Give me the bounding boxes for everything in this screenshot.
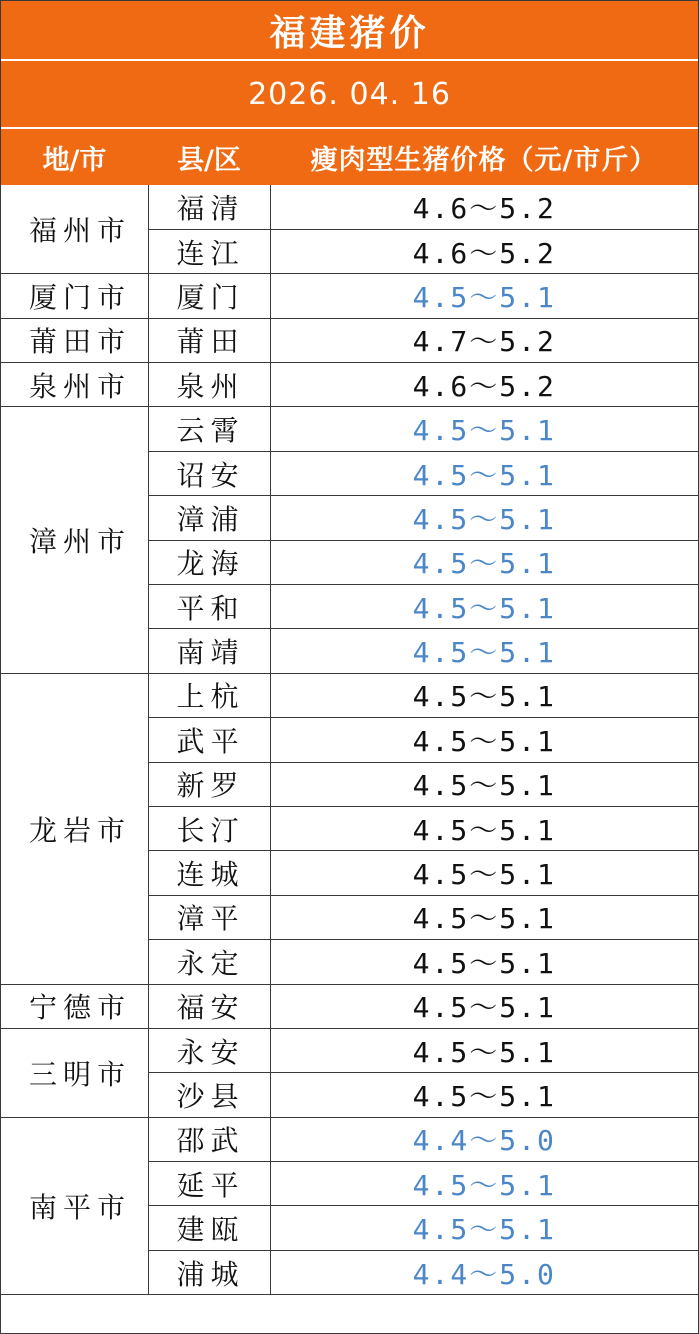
table-row xyxy=(1,1028,698,1072)
table-row xyxy=(1,1117,698,1161)
table-row xyxy=(1,407,698,451)
price-table-body xyxy=(1,185,698,1295)
county-cell: 连城 xyxy=(148,851,270,895)
county-cell: 上杭 xyxy=(148,673,270,717)
county-cell: 厦门 xyxy=(148,274,270,318)
column-header-city: 地/市 xyxy=(42,144,107,176)
city-cell: 莆田市 xyxy=(1,318,148,362)
county-cell: 连江 xyxy=(148,229,270,273)
price-cell: 4.4～5.0 xyxy=(270,1250,698,1294)
county-cell: 漳浦 xyxy=(148,496,270,540)
county-cell: 福安 xyxy=(148,984,270,1028)
county-cell: 沙县 xyxy=(148,1073,270,1117)
price-cell: 4.5～5.1 xyxy=(270,895,698,939)
price-cell: 4.5～5.1 xyxy=(270,1162,698,1206)
price-cell: 4.5～5.1 xyxy=(270,940,698,984)
table-row xyxy=(1,673,698,717)
price-cell: 4.5～5.1 xyxy=(270,407,698,451)
county-cell: 永定 xyxy=(148,940,270,984)
price-cell: 4.5～5.1 xyxy=(270,1073,698,1117)
city-cell: 泉州市 xyxy=(1,363,148,407)
price-cell: 4.5～5.1 xyxy=(270,629,698,673)
county-cell: 平和 xyxy=(148,585,270,629)
city-cell: 龙岩市 xyxy=(1,673,148,984)
column-header-price: 瘦肉型生猪价格（元/市斤） xyxy=(310,144,658,176)
price-cell: 4.6～5.2 xyxy=(270,185,698,229)
county-cell: 新罗 xyxy=(148,762,270,806)
table-row xyxy=(1,363,698,407)
county-cell: 长汀 xyxy=(148,806,270,850)
price-cell: 4.5～5.1 xyxy=(270,451,698,495)
city-cell: 三明市 xyxy=(1,1028,148,1117)
county-cell: 永安 xyxy=(148,1028,270,1072)
county-cell: 诏安 xyxy=(148,451,270,495)
table-row xyxy=(1,984,698,1028)
table-row xyxy=(1,274,698,318)
city-cell: 南平市 xyxy=(1,1117,148,1295)
county-cell: 龙海 xyxy=(148,540,270,584)
county-cell: 建瓯 xyxy=(148,1206,270,1250)
table-header xyxy=(1,129,698,185)
table-row xyxy=(1,318,698,362)
county-cell: 漳平 xyxy=(148,895,270,939)
price-cell: 4.5～5.1 xyxy=(270,718,698,762)
county-cell: 浦城 xyxy=(148,1250,270,1294)
county-cell: 南靖 xyxy=(148,629,270,673)
price-table xyxy=(1,185,698,1295)
price-cell: 4.5～5.1 xyxy=(270,984,698,1028)
price-cell: 4.6～5.2 xyxy=(270,363,698,407)
city-cell: 宁德市 xyxy=(1,984,148,1028)
county-cell: 福清 xyxy=(148,185,270,229)
price-cell: 4.5～5.1 xyxy=(270,540,698,584)
price-cell: 4.6～5.2 xyxy=(270,229,698,273)
column-header-county: 县/区 xyxy=(177,144,241,176)
county-cell: 延平 xyxy=(148,1162,270,1206)
county-cell: 莆田 xyxy=(148,318,270,362)
county-cell: 邵武 xyxy=(148,1117,270,1161)
city-cell: 漳州市 xyxy=(1,407,148,673)
price-cell: 4.5～5.1 xyxy=(270,851,698,895)
price-cell: 4.5～5.1 xyxy=(270,673,698,717)
price-cell: 4.5～5.1 xyxy=(270,274,698,318)
county-cell: 武平 xyxy=(148,718,270,762)
price-cell: 4.5～5.1 xyxy=(270,762,698,806)
price-cell: 4.4～5.0 xyxy=(270,1117,698,1161)
table-row xyxy=(1,185,698,229)
price-cell: 4.5～5.1 xyxy=(270,585,698,629)
city-cell: 厦门市 xyxy=(1,274,148,318)
price-cell: 4.7～5.2 xyxy=(270,318,698,362)
price-cell: 4.5～5.1 xyxy=(270,1206,698,1250)
county-cell: 泉州 xyxy=(148,363,270,407)
price-cell: 4.5～5.1 xyxy=(270,806,698,850)
price-cell: 4.5～5.1 xyxy=(270,1028,698,1072)
city-cell: 福州市 xyxy=(1,185,148,274)
county-cell: 云霄 xyxy=(148,407,270,451)
page-title: 福建猪价 xyxy=(1,1,698,61)
report-date: 2026. 04. 16 xyxy=(1,61,698,129)
price-cell: 4.5～5.1 xyxy=(270,496,698,540)
